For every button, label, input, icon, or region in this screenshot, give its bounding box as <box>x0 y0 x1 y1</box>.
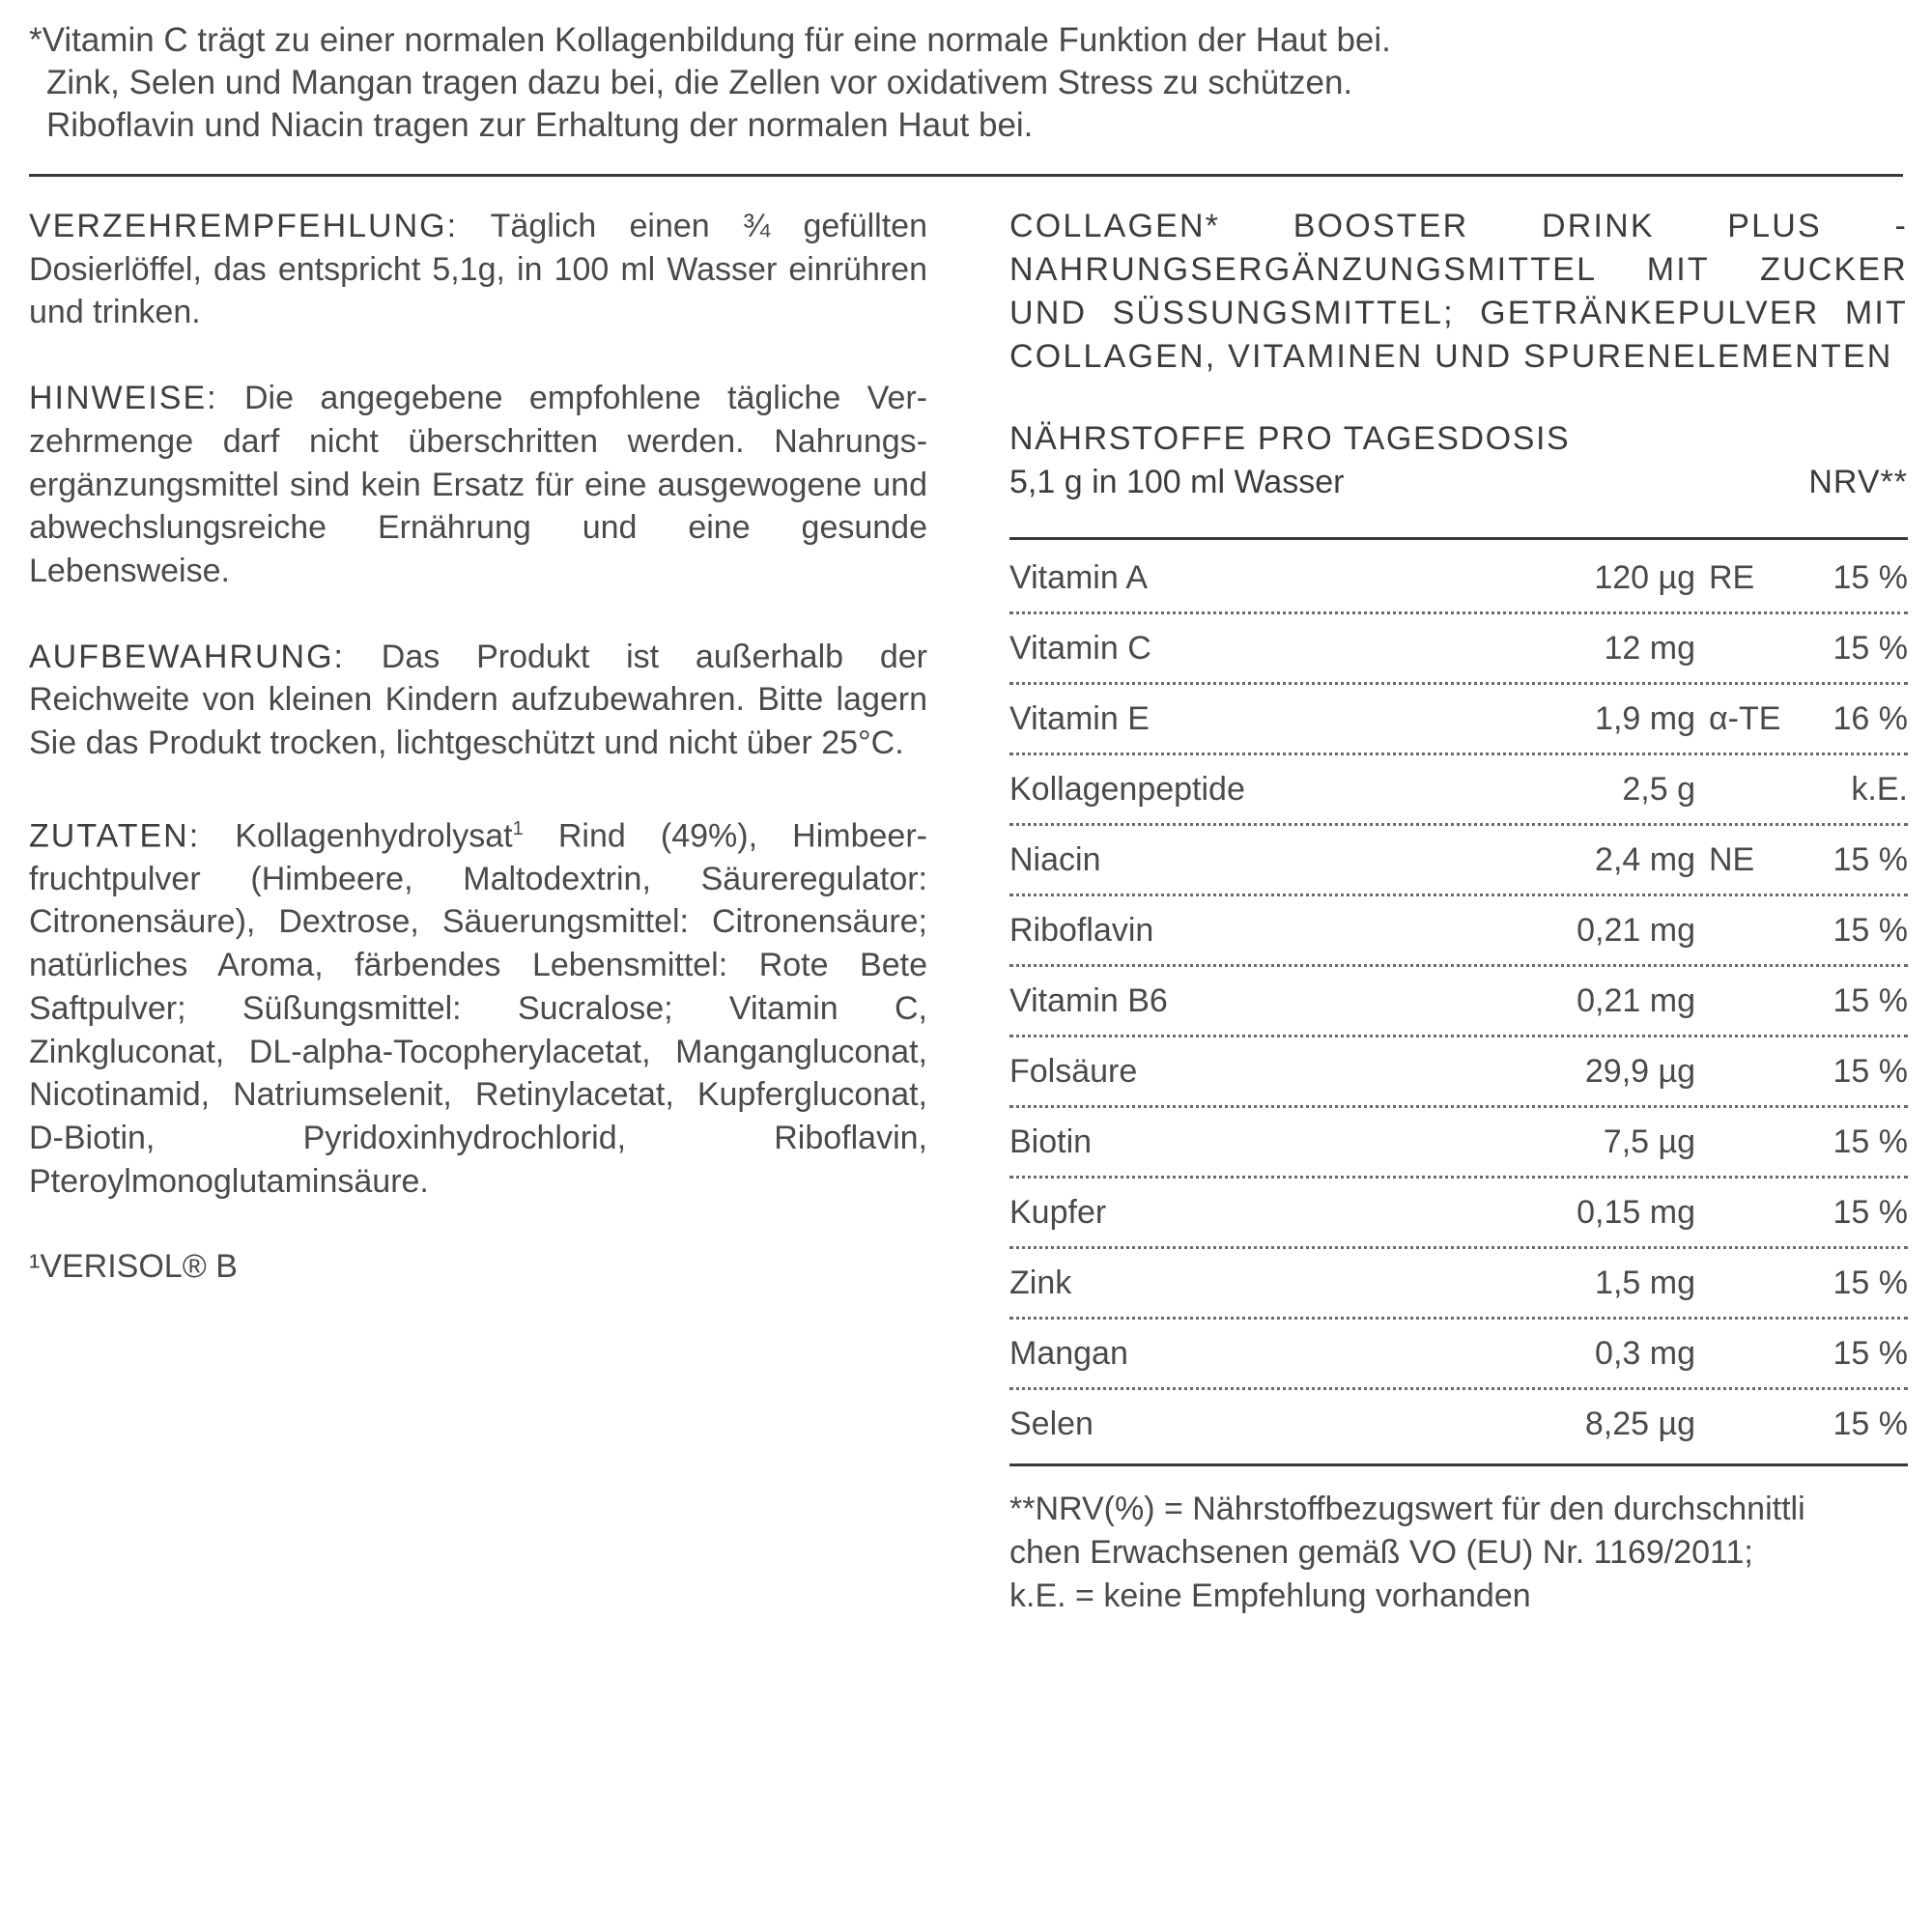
zutaten-label: ZUTATEN: <box>29 817 201 855</box>
nutrient-name: Vitamin C <box>1009 629 1151 667</box>
claim-zink-selen-mangan: Zink, Selen und Mangan tragen dazu bei, die Zellen vor oxidativem Stress zu schützen. <box>46 64 1353 101</box>
nutrient-nrv: 15 % <box>1833 911 1908 949</box>
nutrient-row <box>1009 1179 1908 1249</box>
nutrient-row <box>1009 685 1908 755</box>
aufbewahrung-label: AUFBEWAHRUNG: <box>29 638 345 675</box>
nutrient-amount: 7,5 µg <box>1603 1122 1695 1160</box>
nutrient-amount-cell <box>1454 1406 1787 1443</box>
zutaten-text-rest: Rind (49%), Himbeerfruchtpulver (Himbeere, Maltodextrin, Säureregulator: Citronensäure), Dextrose, Säuerungsmittel: Citronensäure; natürliches Aroma, färbendes Lebensmittel: Rote Bete Saftpulver; Süßungsmittel: Sucralose; Vitamin C, Zinkgluconat, DL-alpha-Tocopherylacetat, Mangangluconat, Nicotinamid, Natriumselenit, Retinylacetat, Kupfergluconat, D-Biotin, Pyridoxinhydrochlorid, Riboflavin, Pteroylmonoglutaminsäure. <box>29 817 927 1200</box>
nutrient-amount: 29,9 µg <box>1584 1052 1695 1090</box>
nutrient-name: Niacin <box>1009 840 1101 878</box>
nutrient-amount-cell <box>1454 1123 1787 1161</box>
nutrient-unit <box>1695 982 1709 1020</box>
nutrient-amount-cell <box>1454 1053 1787 1091</box>
nutrient-nrv: 16 % <box>1833 699 1908 737</box>
nutrient-name: Kupfer <box>1009 1193 1107 1231</box>
nutrient-name: Vitamin B6 <box>1009 981 1168 1019</box>
nutrient-unit <box>1695 1123 1709 1161</box>
nutrient-nrv: 15 % <box>1833 1122 1908 1160</box>
nutrient-amount-cell <box>1454 841 1787 879</box>
nutrient-nrv: 15 % <box>1833 558 1908 596</box>
nutrient-name: Folsäure <box>1009 1052 1138 1090</box>
nutrient-amount: 0,3 mg <box>1595 1334 1695 1372</box>
nutrient-name: Mangan <box>1009 1334 1128 1372</box>
nutrient-row <box>1009 544 1908 614</box>
nrv-header: NRV** <box>1808 464 1908 500</box>
nutrient-unit <box>1695 1335 1709 1373</box>
nutrient-row <box>1009 826 1908 896</box>
nutrient-amount-cell <box>1454 912 1787 950</box>
right-column <box>1009 205 1908 1618</box>
nutrient-name: Vitamin E <box>1009 699 1150 737</box>
nutrient-amount: 120 µg <box>1594 558 1695 596</box>
nutrient-row <box>1009 1037 1908 1108</box>
nutrient-amount: 0,21 mg <box>1577 911 1695 949</box>
verisol-footnote: ¹VERISOL® B <box>29 1248 238 1286</box>
nrv-note-line: **NRV(%) = Nährstoffbezugswert für den durchschnittli <box>1009 1491 1805 1527</box>
nutrient-nrv: 15 % <box>1833 629 1908 667</box>
nutrient-amount: 1,5 mg <box>1595 1264 1695 1301</box>
zutaten-text-start: Kollagenhydrolysat <box>200 817 513 855</box>
nutrient-unit: NE <box>1709 840 1755 878</box>
nutrient-row <box>1009 967 1908 1037</box>
nutrient-nrv: 15 % <box>1833 1193 1908 1231</box>
table-top-divider <box>1009 537 1908 540</box>
nutrient-amount: 8,25 µg <box>1584 1405 1695 1442</box>
nutrient-unit <box>1695 1194 1709 1232</box>
nutrient-unit <box>1695 1264 1709 1302</box>
nutrient-amount-cell <box>1454 630 1787 668</box>
nutrient-amount-cell <box>1454 1264 1787 1302</box>
top-divider <box>29 174 1903 177</box>
nutrient-row <box>1009 896 1908 967</box>
nutrient-unit: α-TE <box>1709 699 1781 737</box>
nutrient-amount-cell <box>1454 982 1787 1020</box>
nutrient-table <box>1009 544 1908 1458</box>
nutrient-amount: 0,15 mg <box>1577 1193 1695 1231</box>
aufbewahrung-section <box>29 636 927 765</box>
nutrient-amount-cell <box>1454 1335 1787 1373</box>
nutrient-nrv: 15 % <box>1833 840 1908 878</box>
nutrient-nrv: 15 % <box>1833 1405 1908 1442</box>
nutrient-nrv: k.E. <box>1851 770 1908 808</box>
hinweise-text: Die angegebene empfohlene tägliche Verzehrmenge darf nicht überschritten werden. Nahrungsergänzungsmittel sind kein Ersatz für eine ausgewogene und abwechslungsreiche Ernährung und eine gesunde Lebensweise. <box>29 380 927 589</box>
nrv-note-line: chen Erwachsenen gemäß VO (EU) Nr. 1169/2011; <box>1009 1534 1753 1571</box>
product-title: COLLAGEN* BOOSTER DRINK PLUS - NAHRUNGSERGÄNZUNGSMITTEL MIT ZUCKER UND SÜSSUNGSMITTEL; GETRÄNKEPULVER MIT COLLAGEN, VITAMINEN UND SPURENELEMENTEN <box>1009 208 1908 375</box>
nrv-note <box>1009 1488 1908 1618</box>
hinweise-section <box>29 377 927 593</box>
nutrient-nrv: 15 % <box>1833 1334 1908 1372</box>
nutrient-nrv: 15 % <box>1833 1264 1908 1301</box>
left-column <box>29 205 927 1331</box>
nutrient-unit <box>1695 771 1709 809</box>
nutrient-name: Vitamin A <box>1009 558 1149 596</box>
nutrient-amount: 1,9 mg <box>1595 699 1695 737</box>
zutaten-footnote-marker: 1 <box>512 817 524 839</box>
nutrient-unit: RE <box>1709 558 1755 596</box>
nutrient-name: Biotin <box>1009 1122 1093 1160</box>
nutrient-name: Selen <box>1009 1405 1094 1442</box>
nutrient-row <box>1009 1390 1908 1458</box>
nutrient-amount: 12 mg <box>1604 629 1695 667</box>
nutrients-heading: NÄHRSTOFFE PRO TAGESDOSIS <box>1009 420 1571 457</box>
claim-riboflavin-niacin: Riboflavin und Niacin tragen zur Erhaltung der normalen Haut bei. <box>46 106 1034 144</box>
nutrient-amount: 0,21 mg <box>1577 981 1695 1019</box>
zutaten-section <box>29 808 927 1204</box>
nrv-note-line: k.E. = keine Empfehlung vorhanden <box>1009 1577 1531 1614</box>
nutrient-unit <box>1695 912 1709 950</box>
nutrient-row <box>1009 1249 1908 1320</box>
verzehrempfehlung-text: Täglich einen ¾ gefüllten Dosierlöffel, das entspricht 5,1g, in 100 ml Wasser einrühren und trinken. <box>29 208 927 331</box>
nutrient-unit <box>1695 1053 1709 1091</box>
nutrient-unit <box>1695 1406 1709 1443</box>
nutrient-name: Kollagenpeptide <box>1009 770 1245 808</box>
nutrient-row <box>1009 1320 1908 1390</box>
nutrient-amount-cell <box>1454 771 1787 809</box>
nutrient-name: Zink <box>1009 1264 1072 1301</box>
nutrients-subheading <box>1009 461 1908 504</box>
nutrient-nrv: 15 % <box>1833 981 1908 1019</box>
nutrient-name: Riboflavin <box>1009 911 1154 949</box>
nutrient-row <box>1009 614 1908 685</box>
nutrient-amount: 2,5 g <box>1622 770 1695 808</box>
table-bottom-divider <box>1009 1463 1908 1466</box>
nutrient-nrv: 15 % <box>1833 1052 1908 1090</box>
dose-label: 5,1 g in 100 ml Wasser <box>1009 464 1345 500</box>
nutrient-row <box>1009 1108 1908 1179</box>
nutrient-unit <box>1695 630 1709 668</box>
claims-notes <box>29 19 1903 147</box>
hinweise-label: HINWEISE: <box>29 380 218 417</box>
nutrient-amount-cell <box>1454 1194 1787 1232</box>
nutrient-amount-cell <box>1454 559 1787 597</box>
verzehrempfehlung-label: VERZEHREMPFEHLUNG: <box>29 208 459 244</box>
verzehrempfehlung-section <box>29 205 927 334</box>
claim-vitamin-c: *Vitamin C trägt zu einer normalen Kollagenbildung für eine normale Funktion der Haut bei. <box>29 21 1391 59</box>
aufbewahrung-text: Das Produkt ist außerhalb der Reichweite von kleinen Kindern aufzubewahren. Bitte lagern Sie das Produkt trocken, lichtgeschützt und nicht über 25°C. <box>29 638 927 762</box>
nutrient-amount-cell <box>1454 700 1787 738</box>
nutrient-row <box>1009 755 1908 826</box>
nutrient-amount: 2,4 mg <box>1595 840 1695 878</box>
